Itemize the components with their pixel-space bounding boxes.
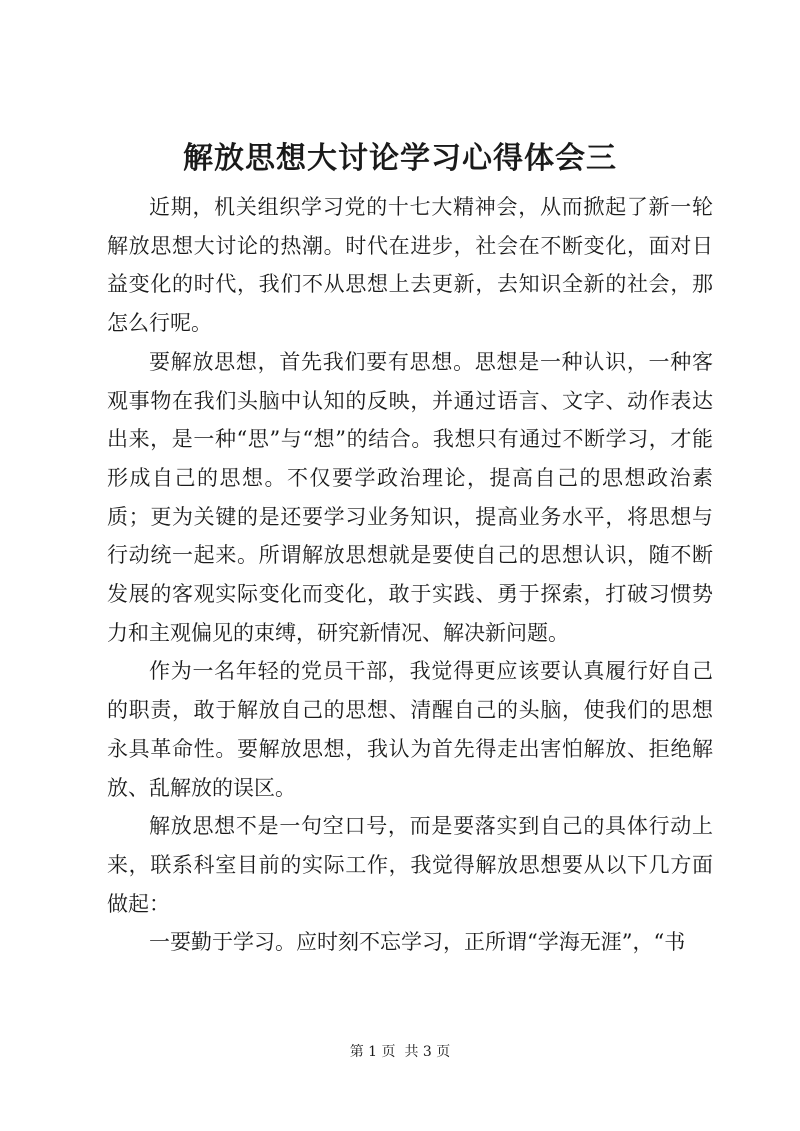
- paragraph-2: 要解放思想，首先我们要有思想。思想是一种认识，一种客观事物在我们头脑中认知的反映，并通过语言、文字、动作表达出来，是一种“思”与“想”的结合。我想只有通过不断学习，才能形成自己的思想。不仅要学政治理论，提高自己的思想政治素质；更为关键的是还要学习业务知识，提高业务水平，将思想与行动统一起来。所谓解放思想就是要使自己的思想认识，随不断发展的客观实际变化而变化，敢于实践、勇于探索，打破习惯势力和主观偏见的束缚，研究新情况、解决新问题。: [107, 349, 713, 645]
- document-body: [107, 188, 713, 962]
- paragraph-4: 解放思想不是一句空口号，而是要落实到自己的具体行动上来，联系科室目前的实际工作，我觉得解放思想要从以下几方面做起：: [107, 814, 713, 916]
- paragraph-3: 作为一名年轻的党员干部，我觉得更应该要认真履行好自己的职责，敢于解放自己的思想、清醒自己的头脑，使我们的思想永具革命性。要解放思想，我认为首先得走出害怕解放、拒绝解放、乱解放的误区。: [107, 659, 713, 800]
- paragraph-5: 一要勤于学习。应时刻不忘学习，正所谓“学海无涯”，“书: [149, 930, 686, 955]
- document-title: 解放思想大讨论学习心得体会三: [183, 141, 617, 176]
- page-footer: 第 1 页 共 3 页: [349, 1044, 451, 1060]
- paragraph-1: 近期，机关组织学习党的十七大精神会，从而掀起了新一轮解放思想大讨论的热潮。时代在进步，社会在不断变化，面对日益变化的时代，我们不从思想上去更新，去知识全新的社会，那怎么行呢。: [107, 195, 713, 336]
